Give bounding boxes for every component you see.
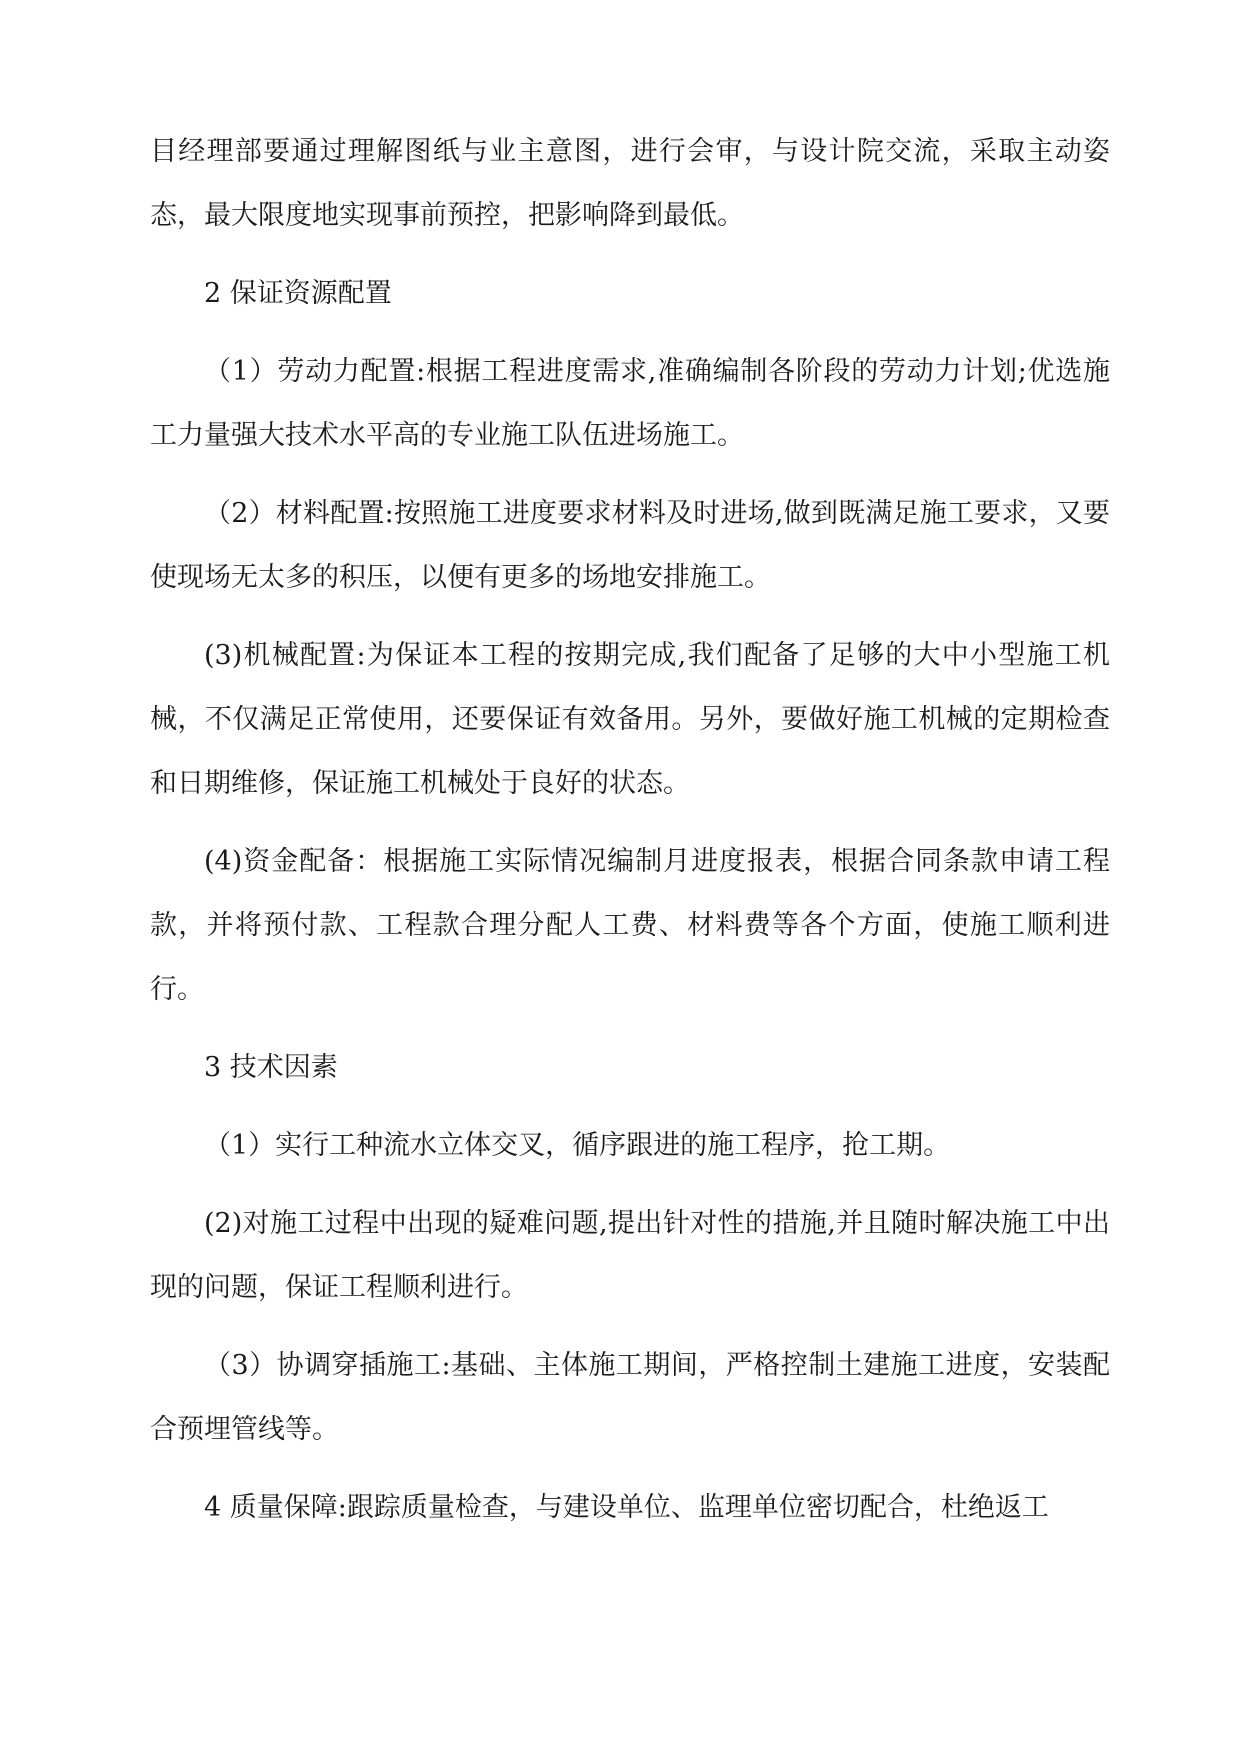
paragraph-technical-2: (2)对施工过程中出现的疑难问题,提出针对性的措施,并且随时解决施工中出现的问题，保证工程顺利进行。 xyxy=(150,1208,1110,1303)
section-heading-technical: 3 技术因素 xyxy=(204,1052,338,1083)
paragraph-labor: （1）劳动力配置:根据工程进度需求,准确编制各阶段的劳动力计划;优选施工力量强大技术水平高的专业施工队伍进场施工。 xyxy=(150,356,1110,451)
paragraph-technical-3: （3）协调穿插施工:基础、主体施工期间，严格控制土建施工进度，安装配合预埋管线等。 xyxy=(150,1350,1110,1445)
paragraph-machinery: (3)机械配置:为保证本工程的按期完成,我们配备了足够的大中小型施工机械，不仅满足正常使用，还要保证有效备用。另外，要做好施工机械的定期检查和日期维修，保证施工机械处于良好的状态。 xyxy=(150,640,1110,799)
paragraph-materials: （2）材料配置:按照施工进度要求材料及时进场,做到既满足施工要求，又要使现场无太多的积压，以便有更多的场地安排施工。 xyxy=(150,498,1110,593)
document-body xyxy=(150,120,1110,1540)
paragraph-continuation: 目经理部要通过理解图纸与业主意图，进行会审，与设计院交流，采取主动姿态，最大限度地实现事前预控，把影响降到最低。 xyxy=(150,136,1110,231)
paragraph-funds: (4)资金配备：根据施工实际情况编制月进度报表，根据合同条款申请工程款，并将预付款、工程款合理分配人工费、材料费等各个方面，使施工顺利进行。 xyxy=(150,846,1110,1005)
paragraph-technical-1: （1）实行工种流水立体交叉，循序跟进的施工程序，抢工期。 xyxy=(204,1130,951,1161)
paragraph-quality: 4 质量保障:跟踪质量检查，与建设单位、监理单位密切配合，杜绝返工 xyxy=(204,1492,1049,1523)
section-heading-resources: 2 保证资源配置 xyxy=(204,278,392,309)
